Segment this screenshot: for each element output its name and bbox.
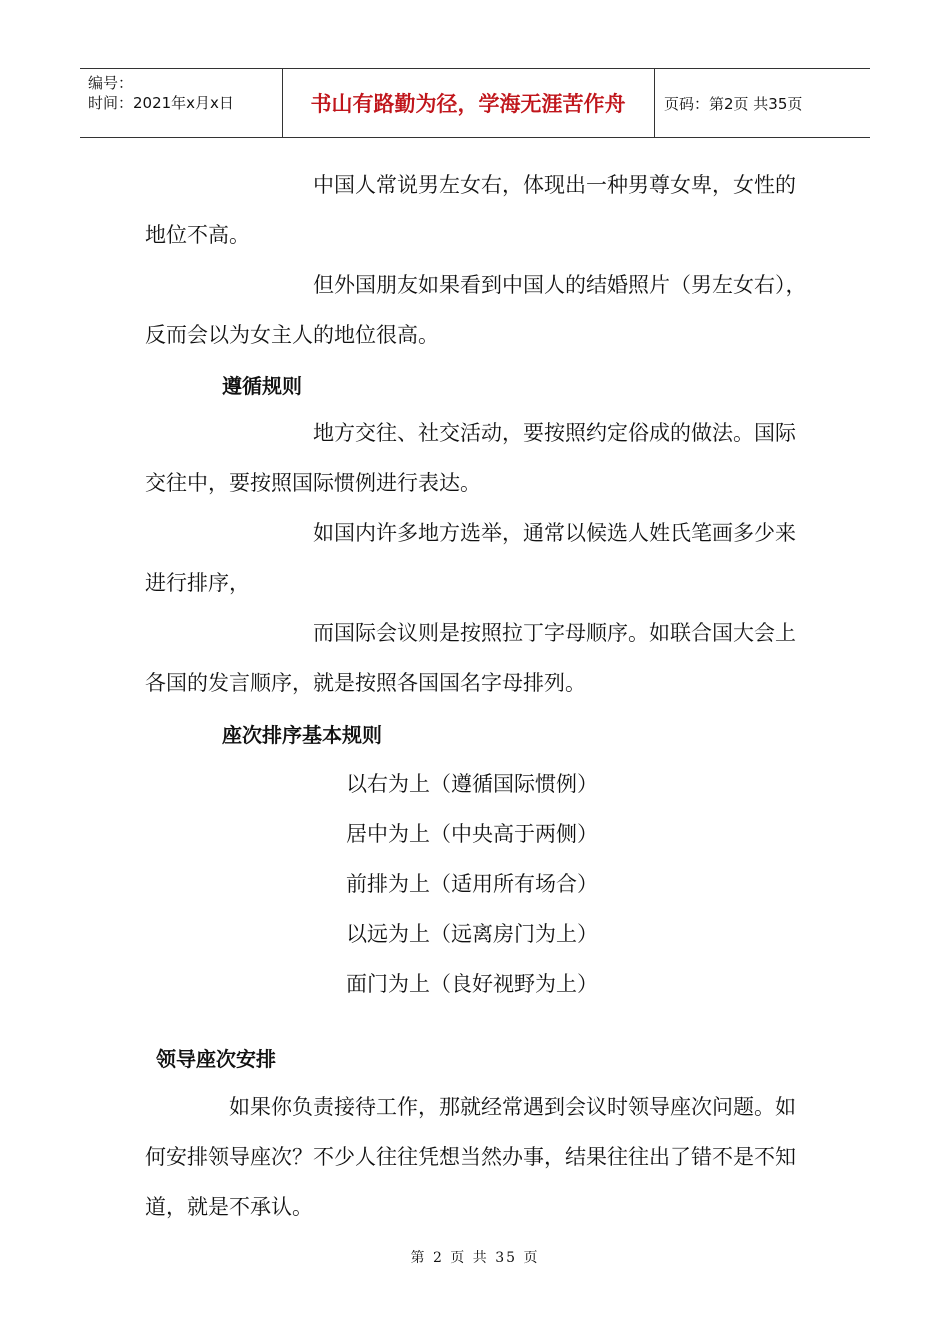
paragraph: 中国人常说男左女右，体现出一种男尊女卑，女性的地位不高。 — [145, 173, 796, 247]
header-motto: 书山有路勤为径，学海无涯苦作舟 — [310, 92, 626, 116]
list-item: 前排为上（适用所有场合） — [346, 872, 598, 896]
page-footer: 第 2 页 共 35 页 — [410, 1250, 540, 1266]
section-heading: 领导座次安排 — [156, 1047, 276, 1071]
section-heading: 遵循规则 — [222, 374, 302, 398]
paragraph: 但外国朋友如果看到中国人的结婚照片（男左女右），反而会以为女主人的地位很高。 — [145, 273, 807, 347]
section-heading: 座次排序基本规则 — [222, 723, 382, 747]
page-header — [80, 68, 870, 138]
paragraph: 如果你负责接待工作，那就经常遇到会议时领导座次问题。如何安排领导座次？不少人往往凭想当然办事，结果往往出了错不是不知道，就是不承认。 — [145, 1095, 796, 1219]
paragraph: 地方交往、社交活动，要按照约定俗成的做法。国际交往中，要按照国际惯例进行表达。 — [145, 421, 796, 495]
list-item: 面门为上（良好视野为上） — [346, 972, 598, 996]
paragraph: 如国内许多地方选举，通常以候选人姓氏笔画多少来进行排序， — [145, 521, 796, 595]
header-divider — [654, 69, 655, 137]
number-label: 编号： — [88, 74, 134, 92]
list-item: 以远为上（远离房门为上） — [346, 922, 598, 946]
time-label: 时间：2021年x月x日 — [88, 94, 234, 112]
header-page-info: 页码：第2页 共35页 — [664, 94, 803, 113]
paragraph: 而国际会议则是按照拉丁字母顺序。如联合国大会上各国的发言顺序，就是按照各国国名字母排列。 — [145, 621, 796, 695]
list-item: 以右为上（遵循国际惯例） — [346, 772, 598, 796]
list-item: 居中为上（中央高于两侧） — [346, 822, 598, 846]
header-meta — [88, 73, 278, 113]
